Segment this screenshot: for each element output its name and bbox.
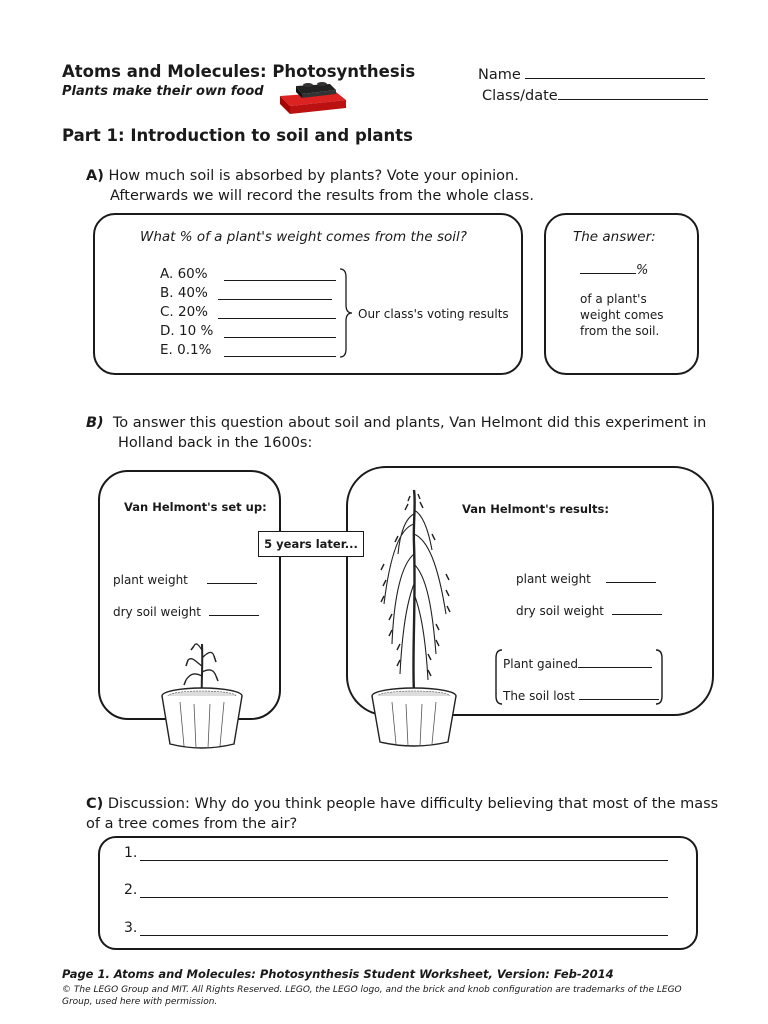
option-a[interactable]: A. 60%	[160, 266, 208, 282]
lego-brick-icon	[274, 82, 350, 116]
part1-heading: Part 1: Introduction to soil and plants	[62, 126, 414, 145]
discussion-line-2[interactable]	[140, 897, 668, 898]
option-e[interactable]: E. 0.1%	[160, 342, 212, 358]
vote-blank-a[interactable]	[224, 280, 336, 281]
discussion-item-2: 2.	[124, 882, 138, 898]
discussion-box	[98, 836, 698, 950]
results-title: Van Helmont's results:	[462, 502, 609, 516]
discussion-line-1[interactable]	[140, 860, 668, 861]
discussion-line-3[interactable]	[140, 935, 668, 936]
discussion-item-1: 1.	[124, 845, 138, 861]
answer-description: of a plant's weight comes from the soil.	[580, 292, 664, 338]
answer-title: The answer:	[573, 229, 656, 245]
class-date-field[interactable]: Class/date	[482, 85, 708, 104]
discussion-item-3: 3.	[124, 920, 138, 936]
question-b-text: B) To answer this question about soil and plants, Van Helmont did this experiment in Holland back in the 1600s:	[86, 415, 707, 451]
question-a-text: A) How much soil is absorbed by plants? Vote your opinion. Afterwards we will record the results from the whole class.	[86, 168, 534, 204]
option-c[interactable]: C. 20%	[160, 304, 209, 320]
vote-question: What % of a plant's weight comes from the soil?	[140, 229, 467, 245]
setup-dry-soil-weight[interactable]: dry soil weight	[113, 601, 259, 620]
question-c-text: C) Discussion: Why do you think people have difficulty believing that most of the mass of a tree comes from the air?	[86, 796, 719, 832]
vote-blank-e[interactable]	[224, 356, 336, 357]
footer-page-info: Page 1. Atoms and Molecules: Photosynthesis Student Worksheet, Version: Feb-2014	[62, 967, 614, 981]
small-plant-pot-image	[156, 636, 248, 752]
class-date-blank[interactable]	[558, 85, 708, 100]
vote-blank-d[interactable]	[224, 337, 336, 338]
soil-lost-field[interactable]: The soil lost	[503, 685, 659, 704]
setup-title: Van Helmont's set up:	[124, 500, 267, 514]
voting-results-label: Our class's voting results	[358, 307, 509, 321]
setup-plant-weight[interactable]: plant weight	[113, 569, 257, 588]
option-d[interactable]: D. 10 %	[160, 323, 214, 339]
vote-blank-b[interactable]	[218, 299, 332, 300]
grown-tree-pot-image	[370, 484, 460, 750]
five-years-label: 5 years later...	[258, 531, 364, 557]
footer-copyright: © The LEGO Group and MIT. All Rights Reserved. LEGO, the LEGO logo, and the brick and knob configuration are trademarks of the LEGO Group, used here with permission.	[62, 985, 682, 1007]
worksheet-title: Atoms and Molecules: Photosynthesis	[62, 62, 416, 81]
vote-blank-c[interactable]	[218, 318, 336, 319]
results-plant-weight[interactable]: plant weight	[516, 568, 656, 587]
answer-percent-field[interactable]: %	[580, 259, 648, 278]
worksheet-subtitle: Plants make their own food	[62, 84, 264, 99]
name-blank[interactable]	[525, 64, 705, 79]
plant-gained-field[interactable]: Plant gained	[503, 653, 652, 672]
name-field[interactable]: Name	[478, 64, 705, 83]
curly-brace-icon	[338, 267, 356, 359]
option-b[interactable]: B. 40%	[160, 285, 208, 301]
results-dry-soil-weight[interactable]: dry soil weight	[516, 600, 662, 619]
